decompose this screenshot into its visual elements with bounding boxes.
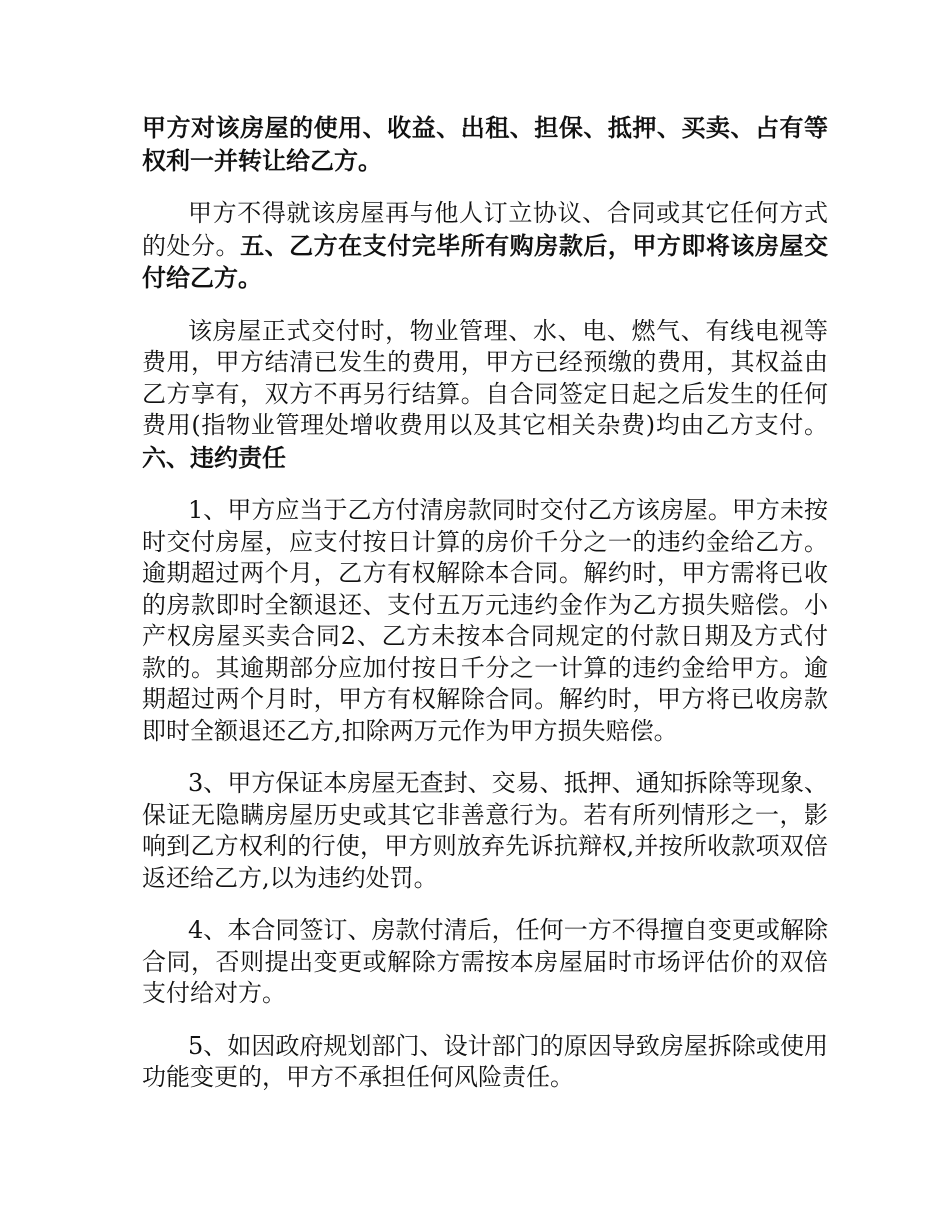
clause-text: 该房屋正式交付时，物业管理、水、电、燃气、有线电视等费用，甲方结清已发生的费用，甲方已经预缴的费用，其权益由乙方享有，双方不再另行结算。自合同签定日起之后发生的任何费用(指物业管理处增收费用以及其它相关杂费)均由乙方支付。 — [142, 316, 828, 439]
paragraph-transfer-rights — [142, 112, 828, 177]
section-heading-six: 六、违约责任 — [142, 442, 286, 472]
clause-text: 甲方不得就该房屋再与他人订立协议、合同或其它任何方式的处分。 — [142, 199, 828, 260]
clause-text-bold: 甲方对该房屋的使用、收益、出租、担保、抵押、买卖、占有等权利一并转让给乙方。 — [142, 113, 828, 175]
paragraph-clause-1-2 — [142, 495, 828, 747]
clause-text: 3、甲方保证本房屋无查封、交易、抵押、通知拆除等现象、保证无隐瞒房屋历史或其它非善意行为。若有所列情形之一，影响到乙方权利的行使，甲方则放弃先诉抗辩权,并按所收款项双倍返还给乙方,以为违约处罚。 — [142, 769, 828, 892]
paragraph-clause-5 — [142, 1031, 828, 1094]
paragraph-handover-fees — [142, 316, 828, 475]
document-page — [142, 112, 828, 1115]
paragraph-no-other-agreement — [142, 198, 828, 295]
section-heading-five: 五、乙方在支付完毕所有购房款后，甲方即将该房屋交付给乙方。 — [142, 230, 829, 292]
clause-text: 5、如因政府规划部门、设计部门的原因导致房屋拆除或使用功能变更的，甲方不承担任何风险责任。 — [142, 1031, 828, 1091]
paragraph-clause-3 — [142, 768, 828, 894]
clause-text: 4、本合同签订、房款付清后，任何一方不得擅自变更或解除合同，否则提出变更或解除方需按本房屋届时市场评估价的双倍支付给对方。 — [142, 916, 828, 1007]
clause-text: 1、甲方应当于乙方付清房款同时交付乙方该房屋。甲方未按时交付房屋，应支付按日计算的房价千分之一的违约金给乙方。逾期超过两个月，乙方有权解除本合同。解约时，甲方需将已收的房款即时全额退还、支付五万元违约金作为乙方损失赔偿。小产权房屋买卖合同2、乙方未按本合同规定的付款日期及方式付款的。其逾期部分应加付按日千分之一计算的违约金给甲方。逾期超过两个月时，甲方有权解除合同。解约时，甲方将已收房款即时全额退还乙方,扣除两万元作为甲方损失赔偿。 — [142, 496, 828, 745]
paragraph-clause-4 — [142, 915, 828, 1010]
